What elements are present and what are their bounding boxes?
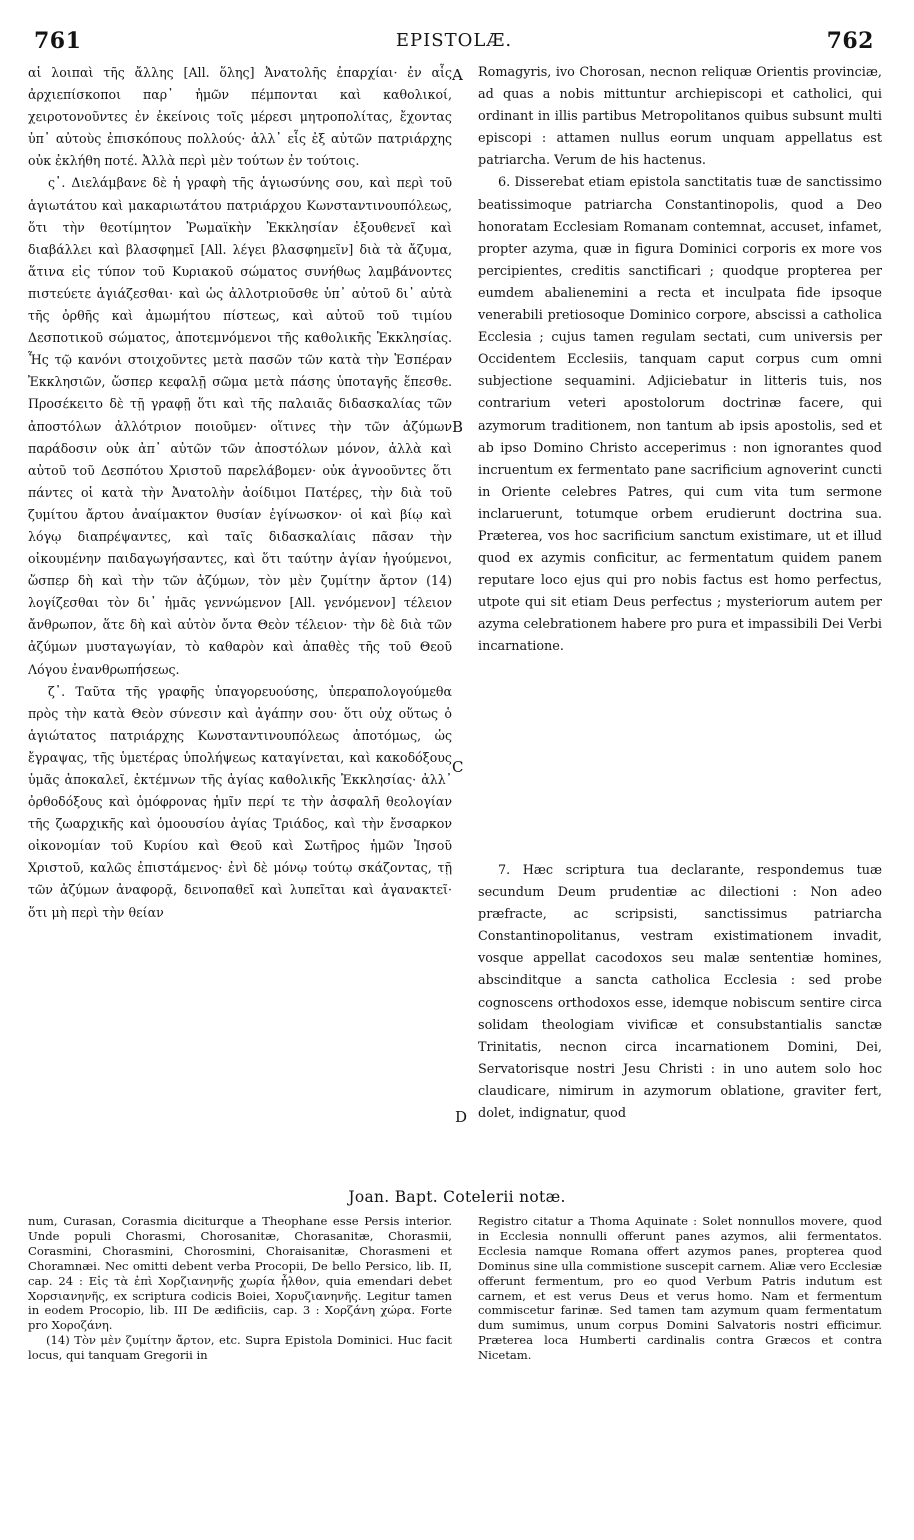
notes-left-column xyxy=(28,1214,452,1514)
note-left-paragraph-1: num, Curasan, Corasmia diciturque a Theophane esse Persis interior. Unde populi Chorasmi, Chorosanitæ, Chorasanitæ, Chorasmii, Corasmini, Chorasmini, Chorosmini, Choraisanitæ, Chorasmeni et Choramnæi. Nec omitti debent verba Procopii, De bello Persico, lib. II, cap. 24 : Εἰς τὰ ἐπὶ Χορζιανηνῆς χωρία ἦλθον, quia emendari debet Χορσιανηνῆς, ex scriptura codicis Boiei, Χορυζιανηνῆς. Legitur tamen in eodem Procopio, lib. III De ædificiis, cap. 3 : Χορζάνη χώρα. Forte pro Χοροζάνη. xyxy=(28,1214,452,1333)
running-title: EPISTOLÆ. xyxy=(395,30,513,51)
latin-column-upper xyxy=(478,62,882,834)
page-header xyxy=(34,28,874,58)
page-number-left: 761 xyxy=(34,28,82,54)
greek-paragraph-7: ζ᾽. Ταῦτα τῆς γραφῆς ὑπαγορευούσης, ὑπεραπολογούμεθα πρὸς τὴν κατὰ Θεὸν σύνεσιν καὶ ἀγάπην σου· ὅτι οὐχ οὕτως ὁ ἁγιώτατος πατριάρχης Κωνσταντινουπόλεως ἀποτόμως, ὡς ἔγραψας, τῆς ὑμετέρας ὑπολήψεως καταγίνεται, καὶ κακοδόξους ὑμᾶς ἀποκαλεῖ, ἐκτέμνων τῆς ἁγίας καθολικῆς Ἐκκλησίας· ἀλλ᾽ ὀρθοδόξους καὶ ὁμόφρονας ἡμῖν περί τε τὴν ἀσφαλῆ θεολογίαν τῆς ζωαρχικῆς καὶ ὁμοουσίου ἁγίας Τριάδος, καὶ τὴν ἔνσαρκον οἰκονομίαν τοῦ Κυρίου καὶ Θεοῦ καὶ Σωτῆρος ἡμῶν Ἰησοῦ Χριστοῦ, καλῶς ἐπιστάμενος· ἐνὶ δὲ μόνῳ τούτῳ σκάζοντας, τῇ τῶν ἀζύμων ἀναφορᾷ, δεινοπαθεῖ καὶ λυπεῖται καὶ ἀγανακτεῖ· ὅτι μὴ περὶ τὴν θείαν xyxy=(28,683,452,920)
greek-paragraph-1: αἱ λοιπαὶ τῆς ἄλλης [All. ὅλης] Ἀνατολῆς ἐπαρχίαι· ἐν αἷς ἀρχιεπίσκοποι παρ᾽ ἡμῶν πέμπονται καὶ καθολικοί, χειροτονοῦντες ἐν ἐκείνοις τοῖς μέρεσι μητροπολίτας, ἔχοντας ὑπ᾽ αὐτοὺς ἐπισκόπους πολλούς· ἀλλ᾽ εἷς ἐξ αὐτῶν πατριάρχης οὐκ ἐκλήθη ποτέ. Ἀλλὰ περὶ μὲν τούτων ἐν τούτοις. xyxy=(28,65,452,169)
notes-heading: Joan. Bapt. Cotelerii notæ. xyxy=(348,1188,566,1206)
page-number-right: 762 xyxy=(826,28,874,54)
note-14: (14) Τὸν μὲν ζυμίτην ἄρτον, etc. Supra Epistola Dominici. Huc facit locus, qui tanquam Gregorii in xyxy=(28,1333,452,1363)
margin-marker-c: C xyxy=(452,758,464,776)
greek-paragraph-6: ς᾽. Διελάμβανε δὲ ἡ γραφὴ τῆς ἁγιωσύνης σου, καὶ περὶ τοῦ ἁγιωτάτου καὶ μακαριωτάτου πατριάρχου Κωνσταντινουπόλεως, ὅτι τὴν θεοτίμητον Ῥωμαϊκὴν Ἐκκλησίαν ἐξουθενεῖ καὶ διαβάλλει καὶ βλασφημεῖ [All. λέγει βλασφημεῖν] διὰ τὰ ἄζυμα, ἅτινα εἰς τύπον τοῦ Κυριακοῦ σώματος συνήθως λαμβάνοντες πιστεύετε ἁγιάζεσθαι· καὶ ὡς ἀλλοτριοῦσθε ὑπ᾽ αὐτοῦ δι᾽ αὐτὰ τῆς ὀρθῆς καὶ ἀμωμήτου πίστεως, καὶ αὐτοῦ τοῦ τιμίου Δεσποτικοῦ σώματος, ἀποτεμνόμενοι τῆς καθολικῆς Ἐκκλησίας. Ἧς τῷ κανόνι στοιχοῦντες μετὰ πασῶν τῶν κατὰ τὴν Ἑσπέραν Ἐκκλησιῶν, ὥσπερ κεφαλῇ σῶμα μετὰ πάσης ὑποταγῆς ἕπεσθε. Προσέκειτο δὲ τῇ γραφῇ ὅτι καὶ τῆς παλαιᾶς διδασκαλίας τῶν ἀποστόλων ἀλλότριον ποιοῦμεν· οἵτινες τὴν τῶν ἀζύμων παράδοσιν οὐκ ἀπ᾽ αὐτῶν τῶν ἀποστόλων μόνον, ἀλλὰ καὶ αὐτοῦ τοῦ Δεσπότου Χριστοῦ παρελάβομεν· οὐκ ἀγνοοῦντες ὅτι πάντες οἱ κατὰ τὴν Ἀνατολὴν ἀοίδιμοι Πατέρες, τὴν διὰ τοῦ ζυμίτου ἄρτου ἀναίμακτον θυσίαν ἐγίνωσκον· οἱ καὶ βίῳ καὶ λόγῳ διαπρέψαντες, καὶ ταῖς διδασκαλίαις πᾶσαν τὴν οἰκουμένην παιδαγωγήσαντες, καὶ ὅτι ταύτην ἁγίαν ἡγούμενοι, ὥσπερ δὴ καὶ τὴν τῶν ἀζύμων, τὸν μὲν ζυμίτην ἄρτον (14) λογίζεσθαι τὸν δι᾽ ἡμᾶς γεννώμενον [All. γενόμενον] τέλειον ἄνθρωπον, ἅτε δὴ καὶ αὐτὸν ὄντα Θεὸν τέλειον· τὴν δὲ διὰ τῶν ἀζύμων μυσταγωγίαν, τὸ καθαρὸν καὶ ἀπαθὲς τῆς τοῦ Θεοῦ Λόγου ἐνανθρωπήσεως. xyxy=(28,175,452,677)
margin-marker-d: D xyxy=(455,1108,468,1126)
latin-paragraph-7: 7. Hæc scriptura tua declarante, respondemus tuæ secundum Deum prudentiæ ac dilectioni : Non adeo præfracte, ac scripsisti, sanctissimus patriarcha Constantinopolitanus, vestram existimationem invadit, vosque appellat cacodoxos seu malæ sententiæ homines, abscinditque a sancta catholica Ecclesia : sed probe cognoscens orthodoxos esse, idemque nobiscum sentire circa solidam theologiam vivificæ et consubstantialis sanctæ Trinitatis, necnon circa incarnationem Domini, Dei, Servatorisque nostri Jesu Christi : in uno autem solo hoc claudicare, nimirum in azymorum oblatione, graviter fert, dolet, indignatur, quod xyxy=(478,863,882,1122)
margin-marker-a: A xyxy=(452,66,463,84)
notes-right-column xyxy=(478,1214,882,1514)
latin-column-lower xyxy=(478,860,882,1172)
greek-column xyxy=(28,62,452,1172)
margin-marker-b: B xyxy=(452,418,464,436)
latin-paragraph-1: Romagyris, ivo Chorosan, necnon reliquæ Orientis provinciæ, ad quas a nobis mittuntur archiepiscopi et catholici, qui ordinant in illis partibus Metropolitanos quibus subsunt multi episcopi : attamen nullus eorum unquam appellatus est patriarcha. Verum de his hactenus. xyxy=(478,65,882,169)
note-right-paragraph-1: Registro citatur a Thoma Aquinate : Solet nonnullos movere, quod in Ecclesia nonnulli offerunt panes azymos, alii fermentatos. Ecclesia namque Romana offert azymos panes, propterea quod Dominus sine ulla commistione suscepit carnem. Aliæ vero Ecclesiæ offerunt fermentum, pro eo quod Verbum Patris indutum est carnem, et est verus Deus et verus homo. Nam et fermentum commiscetur farinæ. Sed tamen tam azymum quam fermentatum dum sumimus, unum corpus Domini Salvatoris nostri efficimur. Præterea loca Humberti cardinalis contra Græcos et contra Nicetam. xyxy=(478,1214,882,1363)
latin-paragraph-6: 6. Disserebat etiam epistola sanctitatis tuæ de sanctissimo beatissimoque patriarcha Constantinopolis, quod a Deo honoratam Ecclesiam Romanam contemnat, accuset, infamet, propter azyma, quæ in figura Dominici corporis ex more vos percipientes, creditis sanctificari ; quodque propterea per eumdem abalienemini a recta et inculpata fide ipsoque venerabili pretiosoque Dominico corpore, abscissi a catholica Ecclesia ; cujus tamen regulam sectati, cum universis per Occidentem Ecclesiis, tanquam caput corpus cum omni subjectione sequamini. Adjiciebatur in litteris tuis, nos contrarium veteri apostolorum doctrinæ facere, qui azymorum traditionem, non tantum ab ipsis apostolis, sed et ab ipso Domino Christo acceperimus : non ignorantes quod incruentum ex fermentato pane sacrificium agnoverint cuncti in Oriente celebres Patres, qui cum vita tum sermone inclaruerunt, totumque orbem erudierunt doctrina sua. Præterea, vos hoc sacrificium sanctum existimare, ut et illud quod ex azymis conficitur, ac fermentatum quidem panem reputare loco ejus qui pro nobis factus est homo perfectus, utpote qui sit etiam Deus perfectus ; mysteriorum autem per azyma celebrationem habere pro pura et impassibili Dei Verbi incarnatione. xyxy=(478,175,882,655)
